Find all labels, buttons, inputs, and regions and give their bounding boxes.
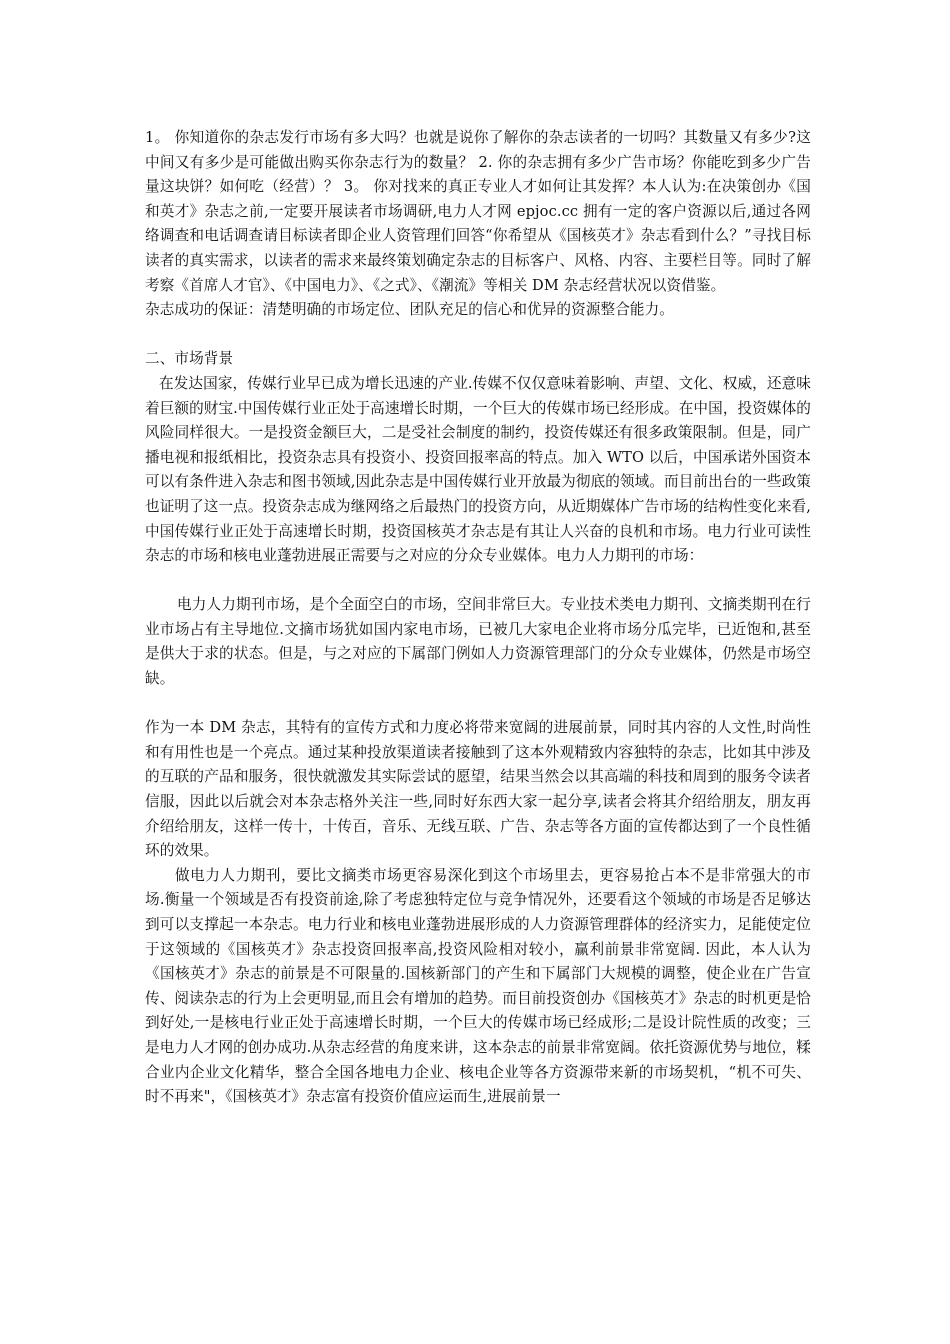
hr-market-paragraph: 电力人力期刊市场，是个全面空白的市场，空间非常巨大。专业技术类电力期刊、文摘类期刊在行业市场占有主导地位.文摘市场犹如国内家电市场，已被几大家电企业将市场分瓜完毕，已近饱和,甚至是供大于求的状态。但是，与之对应的下属部门例如人力资源管理部门的分众专业媒体，仍然是市场空缺。 [145,596,811,688]
dm-paragraph: 作为一本 DM 杂志，其特有的宣传方式和力度必将带来宽阔的进展前景，同时其内容的人文性,时尚性和有用性也是一个亮点。通过某种投放渠道读者接触到了这本外观精致内容独特的杂志，比如其中涉及的互联的产品和服务，很快就激发其实际尝试的愿望，结果当然会以其高端的科技和周到的服务令读者信服，因此以后就会对本杂志格外关注一些,同时好东西大家一起分享,读者会将其介绍给朋友，朋友再介绍给朋友，这样一传十，十传百，音乐、无线互联、广告、杂志等各方面的宣传都达到了一个良性循环的效果。 [145,719,811,860]
intro-paragraph: 1。 你知道你的杂志发行市场有多大吗？也就是说你了解你的杂志读者的一切吗？其数量又有多少?这中间又有多少是可能做出购买你杂志行为的数量？ 2. 你的杂志拥有多少广告市场？你能吃到多少广告量这块饼？如何吃（经营）？ 3。 你对找来的真正专业人才如何让其发挥？本人认为:在决策创办《国和英才》杂志之前,一定要开展读者市场调研,电力人才网 epjoc.cc 拥有一定的客户资源以后,通过各网络调查和电话调查请目标读者即企业人资管理们回答“你希望从《国核英才》杂志看到什么？”寻找目标读者的真实需求，以读者的需求来最终策划确定杂志的目标客户、风格、内容、主要栏目等。同时了解考察《首席人才官》、《中国电力》、《之式》、《潮流》等相关 DM 杂志经营状况以资借鉴。 [145,129,811,294]
background-paragraph: 在发达国家，传媒行业早已成为增长迅速的产业.传媒不仅仅意味着影响、声望、文化、权威，还意味着巨额的财宝.中国传媒行业正处于高速增长时期，一个巨大的传媒市场已经形成。在中国，投资媒体的风险同样很大。一是投资金额巨大，二是受社会制度的制约，投资传媒还有很多政策限制。但是，同广播电视和报纸相比，投资杂志具有投资小、投资回报率高的特点。加入 WTO 以后，中国承诺外国资本可以有条件进入杂志和图书领域,因此杂志是中国传媒行业开放最为彻底的领域。而目前出台的一些政策也证明了这一点。投资杂志成为继网络之后最热门的投资方向，从近期媒体广告市场的结构性变化来看,中国传媒行业正处于高速增长时期，投资国核英才杂志是有其让人兴奋的良机和市场。电力行业可读性杂志的市场和核电业蓬勃进展正需要与之对应的分众专业媒体。电力人力期刊的市场： [145,374,811,565]
blank-line [145,323,811,348]
blank-line [145,569,811,594]
document-body [145,126,811,1110]
success-paragraph: 杂志成功的保证：清楚明确的市场定位、团队充足的信心和优异的资源整合能力。 [145,301,674,319]
section-heading-market: 二、市场背景 [145,350,234,368]
blank-line [145,692,811,717]
future-paragraph: 做电力人力期刊，要比文摘类市场更容易深化到这个市场里去，更容易抢占本不是非常强大的市场.衡量一个领域是否有投资前途,除了考虑独特定位与竞争情况外，还要看这个领域的市场是否足够达到可以支撑起一本杂志。电力行业和核电业蓬勃进展形成的人力资源管理群体的经济实力，足能使定位于这领域的《国核英才》杂志投资回报率高,投资风险相对较小，赢利前景非常宽阔. 因此，本人认为《国核英才》杂志的前景是不可限量的.国核新部门的产生和下属部门大规模的调整，使企业在广告宣传、阅读杂志的行为上会更明显,而且会有增加的趋势。而目前投资创办《国核英才》杂志的时机更是恰到好处,一是核电行业正处于高速增长时期，一个巨大的传媒市场已经成形;二是设计院性质的改变；三是电力人才网的创办成功.从杂志经营的角度来讲，这本杂志的前景非常宽阔。依托资源优势与地位，糅合业内企业文化精华，整合全国各地电力企业、核电企业等各方资源带来新的市场契机，“机不可失、时不再来"，《国核英才》杂志富有投资价值应运而生,进展前景一 [145,866,811,1106]
